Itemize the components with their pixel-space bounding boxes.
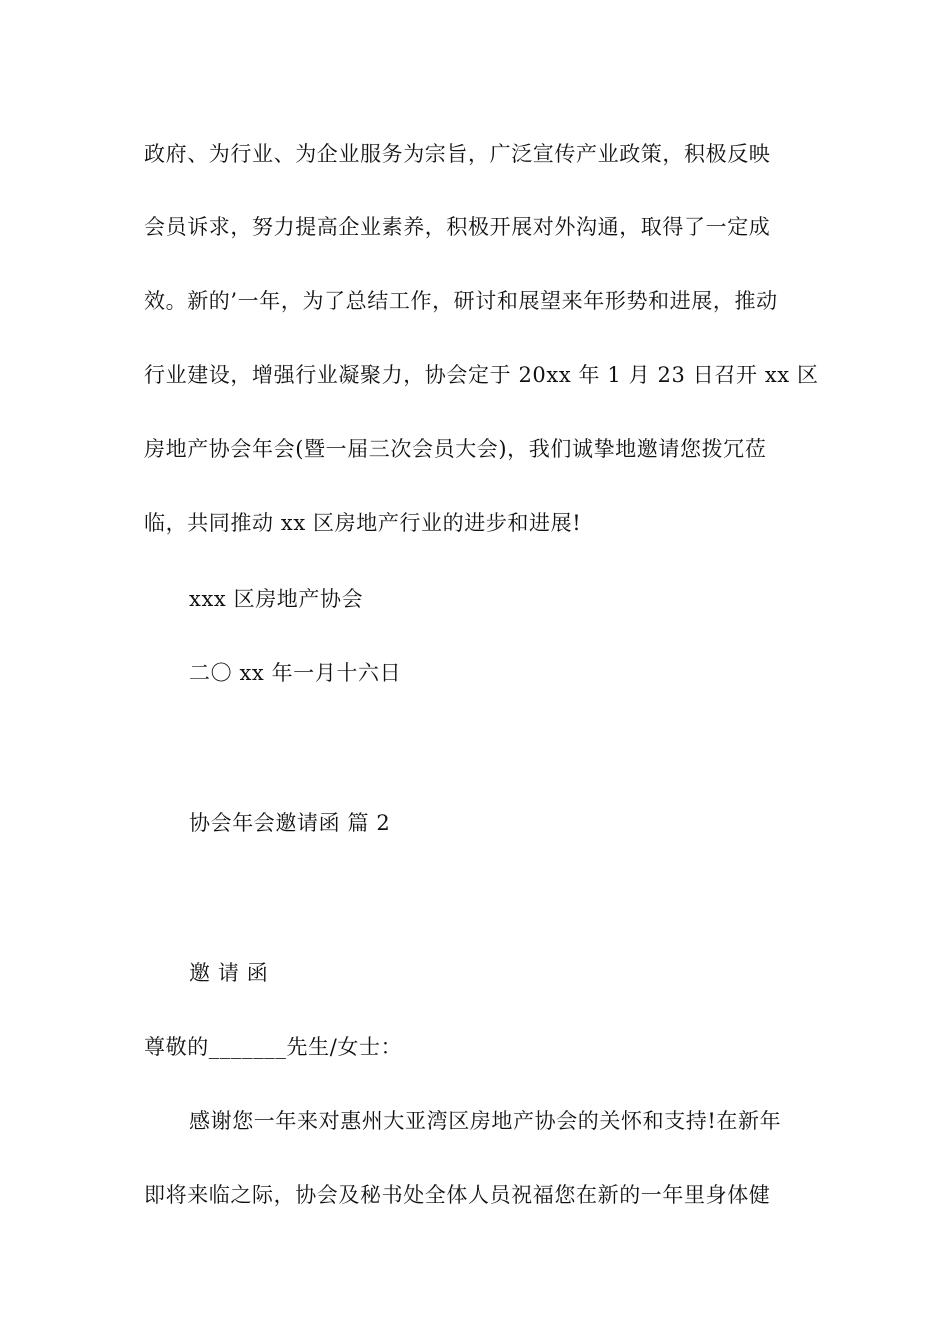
salutation: 尊敬的_______先生/女士： bbox=[144, 1035, 403, 1059]
section-heading: 协会年会邀请函 篇 2 bbox=[189, 811, 391, 835]
letter-title: 邀 请 函 bbox=[189, 961, 269, 985]
paragraph-line: 政府、为行业、为企业服务为宗旨，广泛宣传产业政策，积极反映 bbox=[144, 142, 771, 166]
paragraph-line: 效。新的’一年，为了总结工作，研讨和展望来年形势和进展，推动 bbox=[144, 289, 778, 313]
paragraph-line: 临，共同推动 xx 区房地产行业的进步和进展! bbox=[144, 511, 582, 535]
paragraph-line: 行业建设，增强行业凝聚力，协会定于 20xx 年 1 月 23 日召开 xx 区 bbox=[144, 363, 819, 387]
paragraph-line: 房地产协会年会(暨一届三次会员大会)，我们诚挚地邀请您拨冗莅 bbox=[144, 437, 767, 461]
paragraph-line: 感谢您一年来对惠州大亚湾区房地产协会的关怀和支持!在新年 bbox=[189, 1109, 782, 1133]
paragraph-line: 即将来临之际，协会及秘书处全体人员祝福您在新的一年里身体健 bbox=[144, 1183, 771, 1207]
paragraph-line: 会员诉求，努力提高企业素养，积极开展对外沟通，取得了一定成 bbox=[144, 215, 771, 239]
signature-organization: xxx 区房地产协会 bbox=[189, 587, 364, 611]
signature-date: 二〇 xx 年一月十六日 bbox=[189, 661, 402, 685]
